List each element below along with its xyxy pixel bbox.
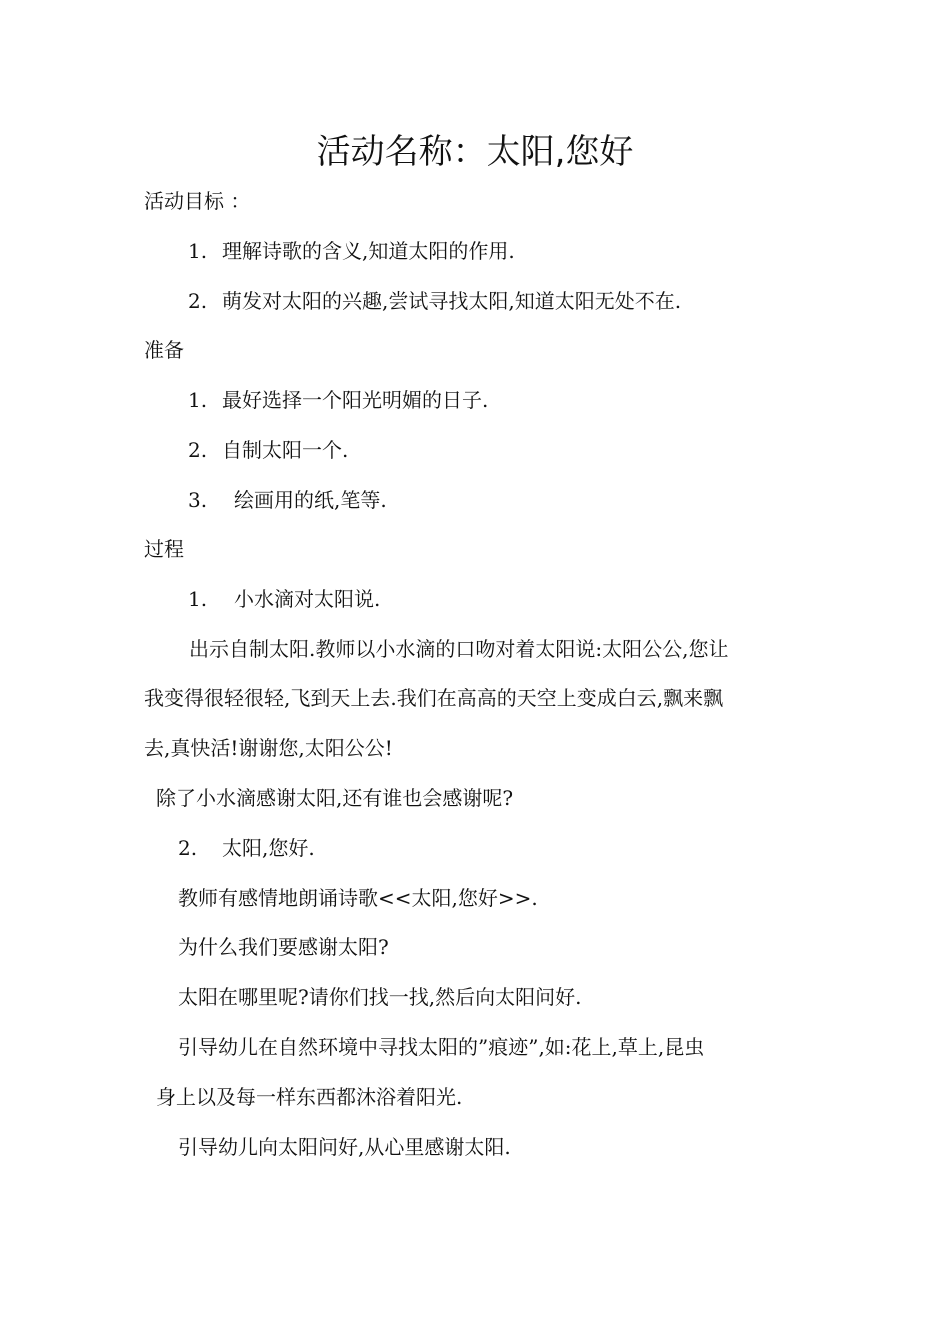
prep-2-text: 自制太阳一个.	[222, 438, 349, 462]
step-1-text: 小水滴对太阳说.	[234, 587, 381, 611]
prep-1-text: 最好选择一个阳光明媚的日子.	[222, 388, 489, 412]
paragraph-2-line-1: 引导幼儿在自然环境中寻找太阳的”痕迹”,如:花上,草上,昆虫	[178, 1035, 705, 1059]
prep-2-number: 2.	[188, 438, 208, 462]
line-where: 太阳在哪里呢?请你们找一找,然后向太阳问好.	[178, 985, 582, 1009]
goal-2-text: 萌发对太阳的兴趣,尝试寻找太阳,知道太阳无处不在.	[222, 289, 682, 313]
prep-heading: 准备	[144, 338, 184, 362]
paragraph-1-line-2: 我变得很轻很轻,飞到天上去.我们在高高的天空上变成白云,飘来飘	[144, 686, 724, 710]
step-2-text: 太阳,您好.	[222, 836, 315, 860]
document-title: 活动名称：太阳,您好	[316, 132, 634, 172]
process-heading: 过程	[144, 537, 184, 561]
step-1-number: 1.	[188, 587, 208, 611]
prep-1-number: 1.	[188, 388, 208, 412]
goal-1-text: 理解诗歌的含义,知道太阳的作用.	[222, 239, 515, 263]
line-why: 为什么我们要感谢太阳?	[178, 935, 389, 959]
line-final: 引导幼儿向太阳问好,从心里感谢太阳.	[178, 1135, 511, 1159]
prep-3-number: 3.	[188, 488, 208, 512]
line-recite: 教师有感情地朗诵诗歌<<太阳,您好>>.	[178, 886, 538, 910]
paragraph-1-line-1: 出示自制太阳.教师以小水滴的口吻对着太阳说:太阳公公,您让	[189, 637, 729, 661]
step-2-number: 2.	[178, 836, 198, 860]
goal-1-number: 1.	[188, 239, 208, 263]
prep-3-text: 绘画用的纸,笔等.	[234, 488, 387, 512]
paragraph-2-line-2: 身上以及每一样东西都沐浴着阳光.	[156, 1085, 463, 1109]
goals-heading: 活动目标 ：	[144, 189, 251, 213]
goal-2-number: 2.	[188, 289, 208, 313]
question-1: 除了小水滴感谢太阳,还有谁也会感谢呢?	[156, 786, 514, 810]
paragraph-1-line-3: 去,真快活!谢谢您,太阳公公!	[144, 736, 393, 760]
